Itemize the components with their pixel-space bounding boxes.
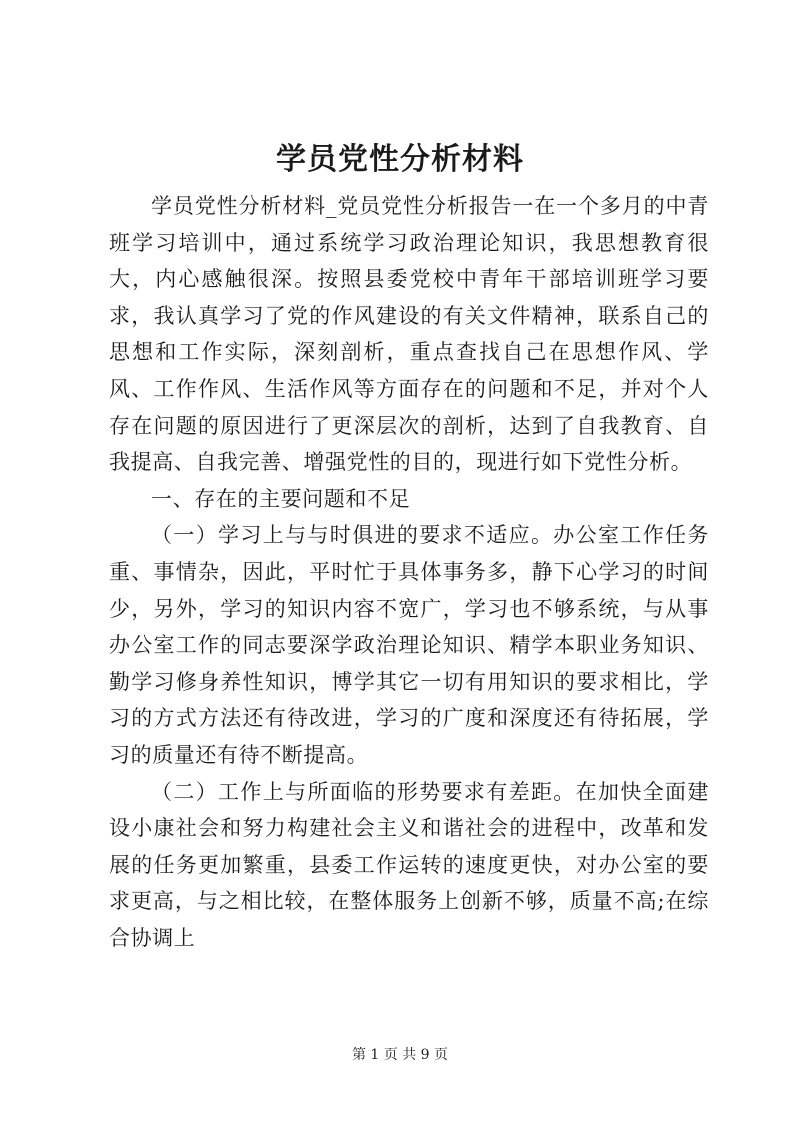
section-heading-problems: 一、存在的主要问题和不足 bbox=[151, 486, 411, 511]
paragraph-study-issue: （一）学习上与与时俱进的要求不适应。办公室工作任务重、事情杂，因此，平时忙于具体事务多，静下心学习的时间少，另外，学习的知识内容不宽广，学习也不够系统，与从事办公室工作的同志要深学政治理论知识、精学本职业务知识、勤学习修身养性知识，博学其它一切有用知识的要求相比，学习的方式方法还有待改进，学习的广度和深度还有待拓展，学习的质量还有待不断提高。 bbox=[109, 523, 709, 767]
document-body bbox=[109, 188, 709, 956]
paragraph-intro: 学员党性分析材料_党员党性分析报告一在一个多月的中青班学习培训中，通过系统学习政治理论知识，我思想教育很大，内心感触很深。按照县委党校中青年干部培训班学习要求，我认真学习了党的作风建设的有关文件精神，联系自己的思想和工作实际，深刻剖析，重点查找自己在思想作风、学风、工作作风、生活作风等方面存在的问题和不足，并对个人存在问题的原因进行了更深层次的剖析，达到了自我教育、自我提高、自我完善、增强党性的目的，现进行如下党性分析。 bbox=[109, 194, 709, 475]
page-number-footer: 第 1 页 共 9 页 bbox=[351, 1047, 449, 1063]
paragraph-work-issue: （二）工作上与所面临的形势要求有差距。在加快全面建设小康社会和努力构建社会主义和谐社会的进程中，改革和发展的任务更加繁重，县委工作运转的速度更快，对办公室的要求更高，与之相比较，在整体服务上创新不够，质量不高;在综合协调上 bbox=[109, 779, 709, 950]
document-title: 学员党性分析材料 bbox=[276, 142, 524, 177]
